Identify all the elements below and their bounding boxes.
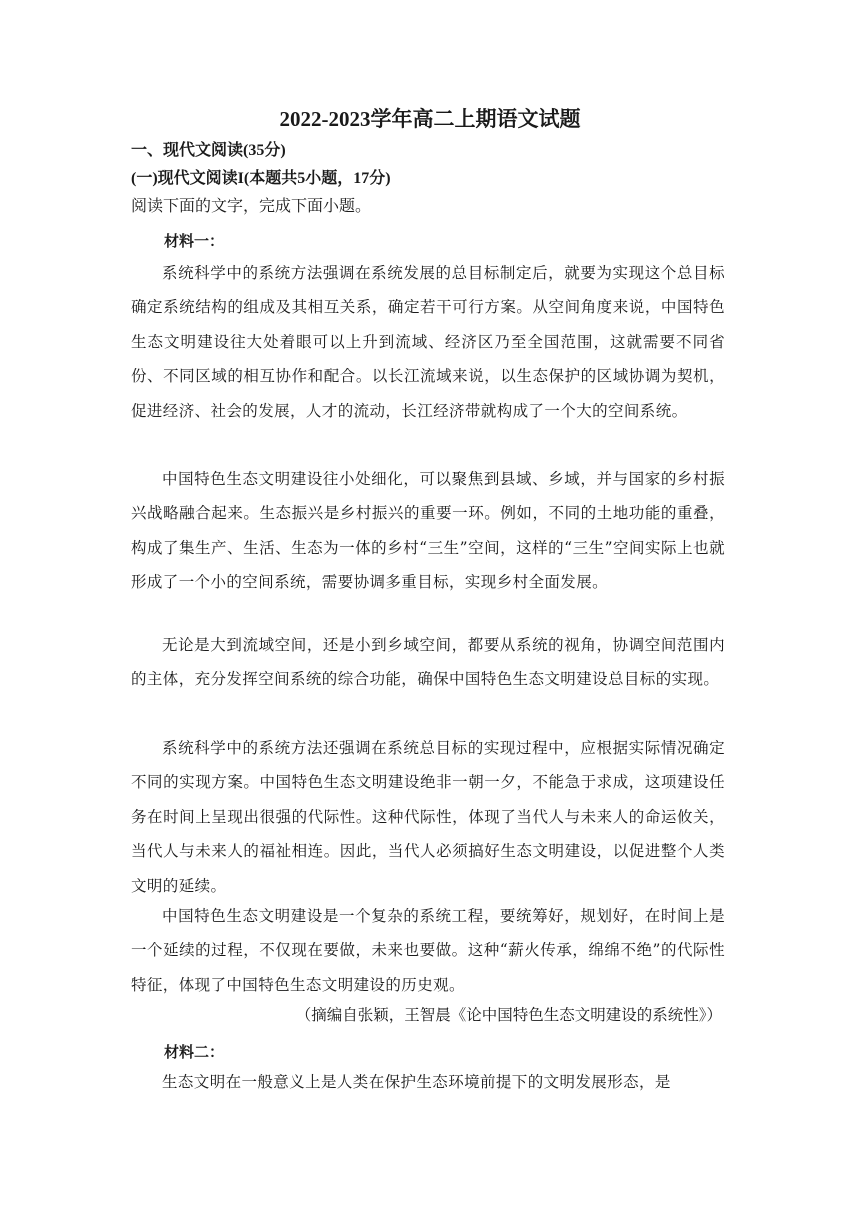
material-one-paragraph-4: 系统科学中的系统方法还强调在系统总目标的实现过程中，应根据实际情况确定不同的实现方案。中国特色生态文明建设绝非一朝一夕，不能急于求成，这项建设任务在时间上呈现出很强的代际性。这种代际性，体现了当代人与未来人的命运攸关，当代人与未来人的福祉相连。因此，当代人必须搞好生态文明建设，以促进整个人类文明的延续。 xyxy=(131,739,725,895)
material-two-heading: 材料二： xyxy=(164,1043,225,1061)
source-citation: （摘编自张颖，王智晨《论中国特色生态文明建设的系统性》） xyxy=(295,1006,722,1024)
material-one-paragraph-2: 中国特色生态文明建设往小处细化，可以聚焦到县域、乡域，并与国家的乡村振兴战略融合起来。生态振兴是乡村振兴的重要一环。例如，不同的土地功能的重叠，构成了集生产、生活、生态为一体的乡村“三生”空间，这样的“三生”空间实际上也就形成了一个小的空间系统，需要协调多重目标，实现乡村全面发展。 xyxy=(131,470,725,592)
section-heading: 一、现代文阅读(35分) xyxy=(131,142,286,159)
material-one-paragraph-1: 系统科学中的系统方法强调在系统发展的总目标制定后，就要为实现这个总目标确定系统结构的组成及其相互关系，确定若干可行方案。从空间角度来说，中国特色生态文明建设往大处着眼可以上升到流域、经济区乃至全国范围，这就需要不同省份、不同区域的相互协作和配合。以长江流域来说，以生态保护的区域协调为契机，促进经济、社会的发展，人才的流动，长江经济带就构成了一个大的空间系统。 xyxy=(131,264,725,420)
subsection-heading: (一)现代文阅读I(本题共5小题，17分) xyxy=(131,170,391,187)
material-two-paragraph-1: 生态文明在一般意义上是人类在保护生态环境前提下的文明发展形态，是 xyxy=(162,1073,671,1091)
instruction-text: 阅读下面的文字，完成下面小题。 xyxy=(131,196,372,215)
material-one-heading: 材料一： xyxy=(164,232,225,250)
material-one-paragraph-5: 中国特色生态文明建设是一个复杂的系统工程，要统筹好，规划好，在时间上是一个延续的过程，不仅现在要做，未来也要做。这种“薪火传承，绵绵不绝”的代际性特征，体现了中国特色生态文明建设的历史观。 xyxy=(131,907,725,994)
page-title: 2022-2023学年高二上期语文试题 xyxy=(279,107,581,131)
material-one-paragraph-3: 无论是大到流域空间，还是小到乡域空间，都要从系统的视角，协调空间范围内的主体，充分发挥空间系统的综合功能，确保中国特色生态文明建设总目标的实现。 xyxy=(131,636,725,689)
